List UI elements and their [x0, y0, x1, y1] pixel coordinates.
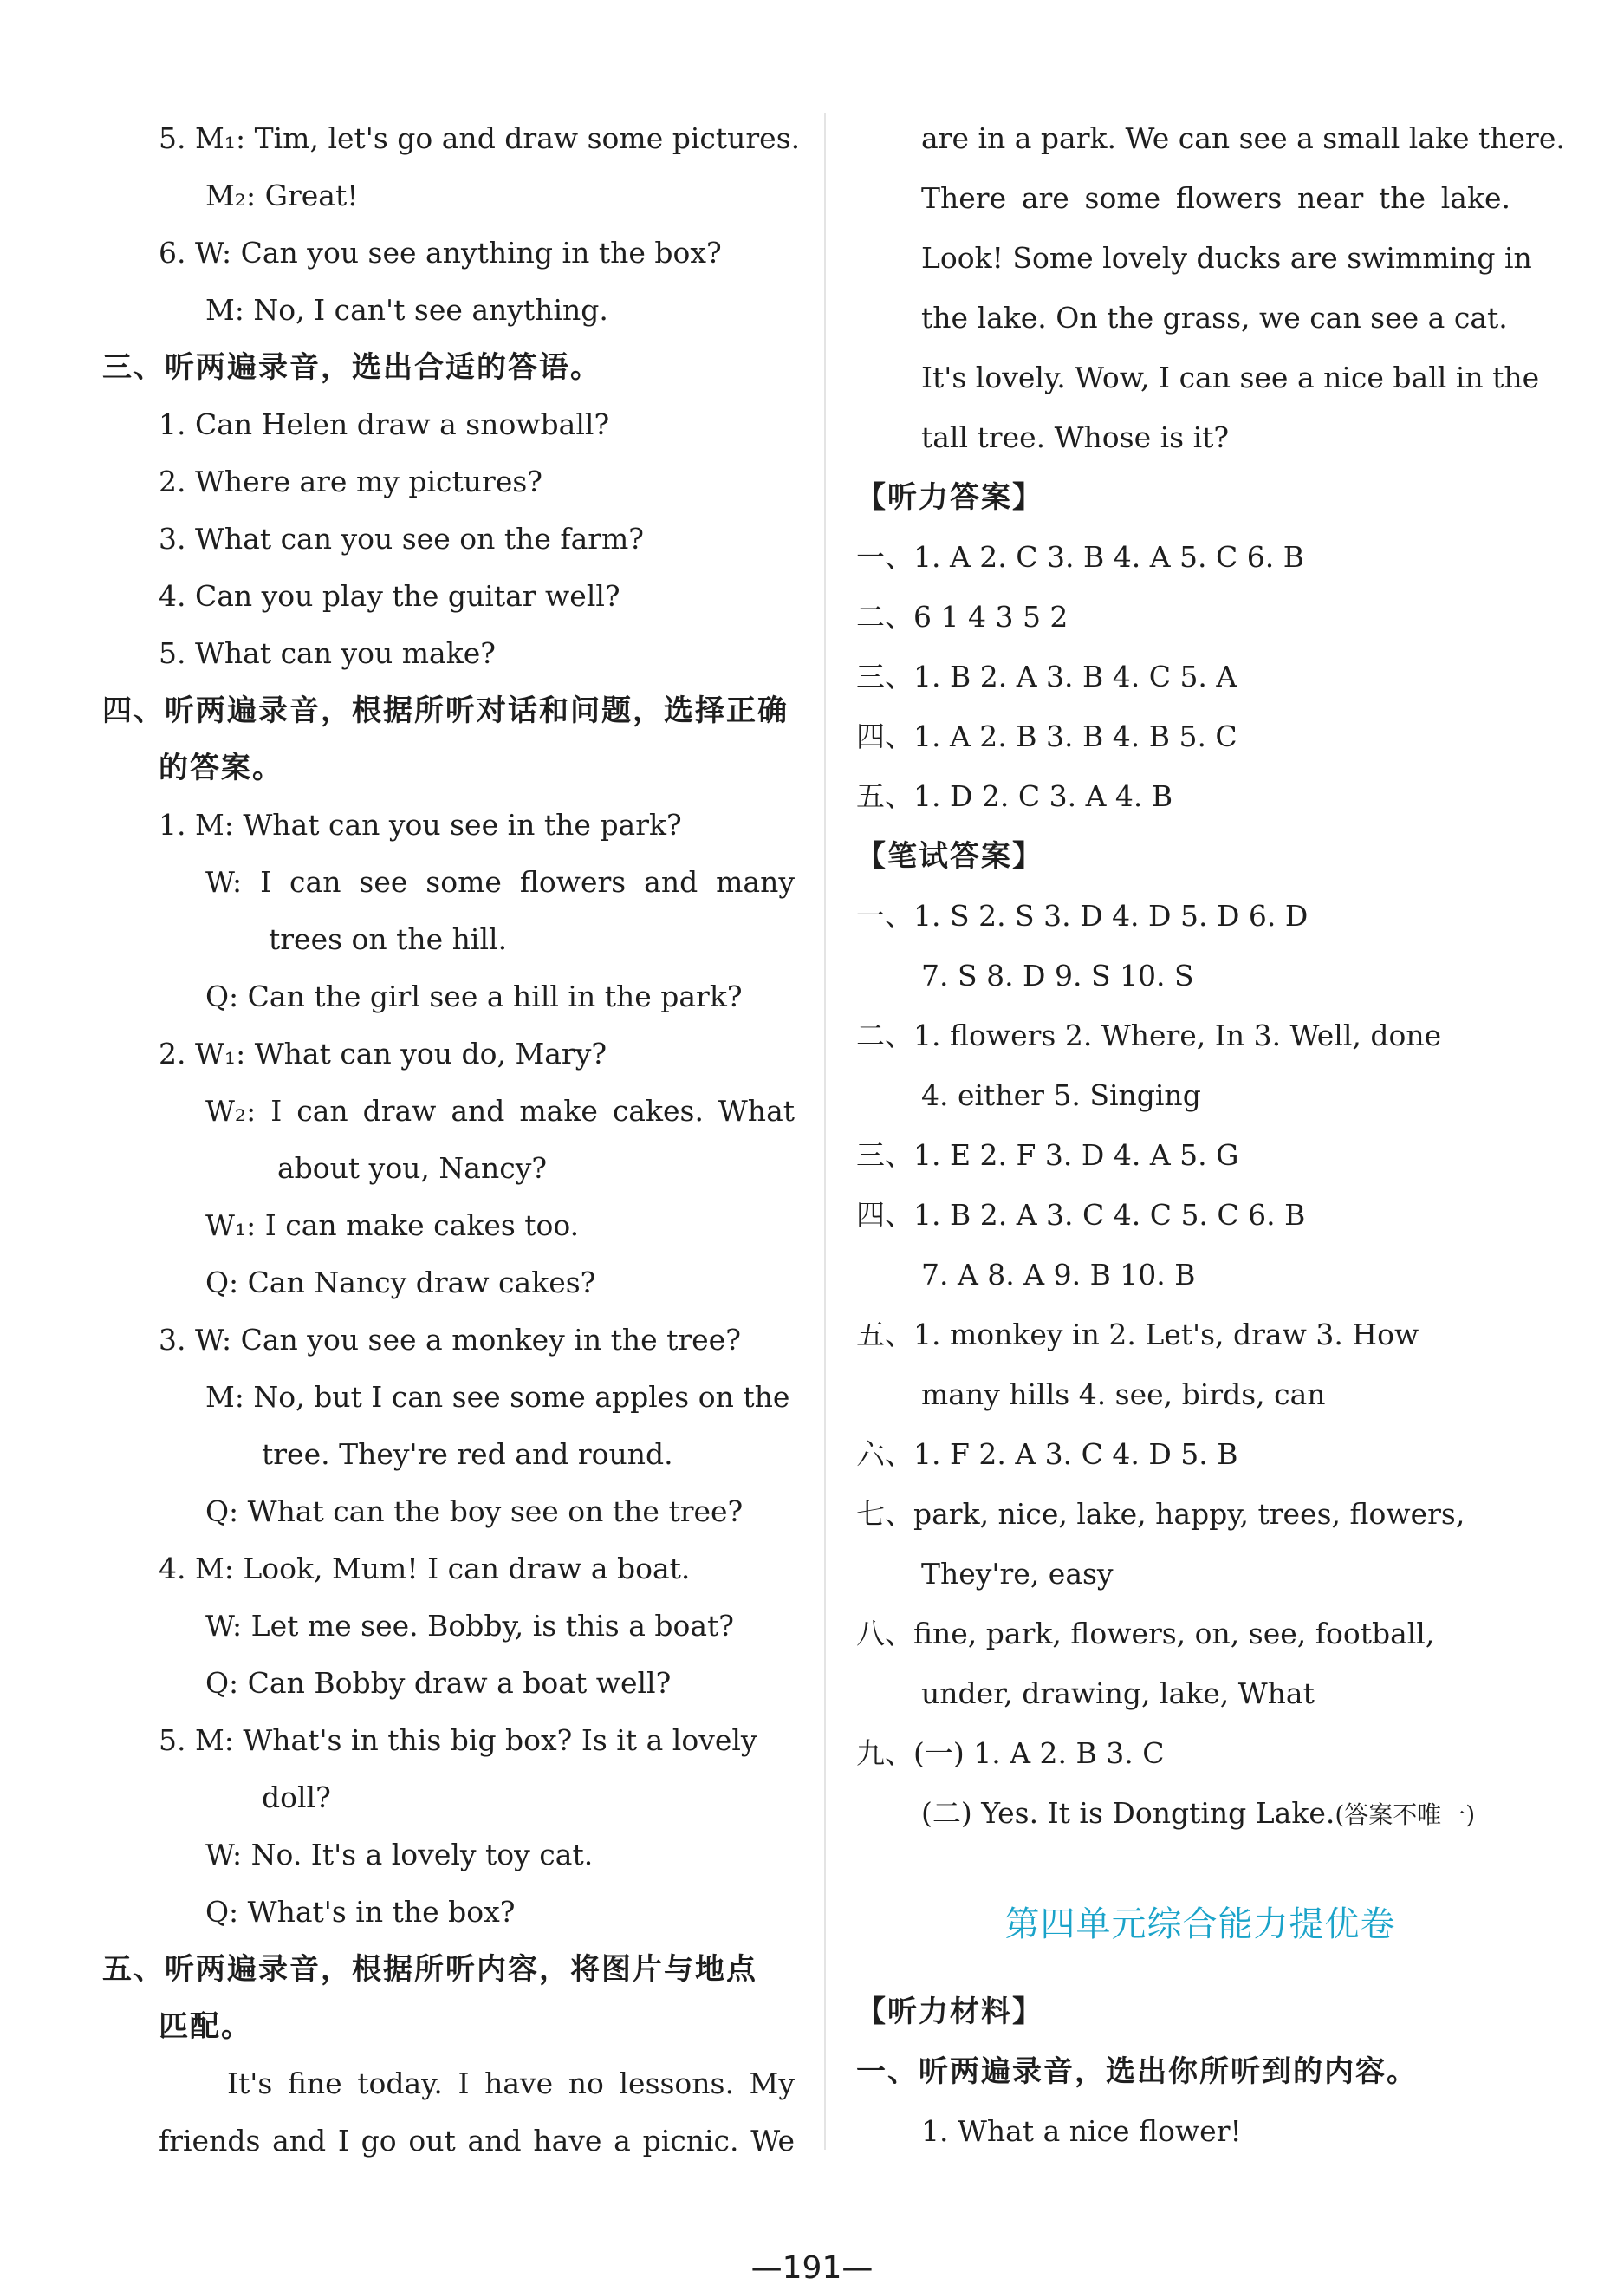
text-line: It's lovely. Wow, I can see a nice ball in the	[921, 361, 1540, 394]
answer-line: 一、1. A 2. C 3. B 4. A 5. C 6. B	[856, 540, 1304, 574]
text-line: Look! Some lovely ducks are swimming in	[921, 241, 1532, 275]
answer-line	[921, 1787, 1475, 1839]
answer-line: many hills 4. see, birds, can	[921, 1377, 1326, 1411]
answer-line: 五、1. D 2. C 3. A 4. B	[856, 779, 1173, 813]
text-line: W₁: I can make cakes too.	[205, 1208, 580, 1242]
text-line: Q: Can Nancy draw cakes?	[205, 1266, 596, 1299]
answer-line: 一、1. S 2. S 3. D 4. D 5. D 6. D	[856, 899, 1309, 933]
answer-line: 7. S 8. D 9. S 10. S	[921, 959, 1194, 993]
answer-line: 三、1. E 2. F 3. D 4. A 5. G	[856, 1138, 1239, 1172]
answer-line: 八、fine, park, flowers, on, see, football,	[856, 1617, 1435, 1650]
text-line: W₂: I can draw and make cakes. What	[205, 1094, 795, 1128]
text-line: 3. W: Can you see a monkey in the tree?	[159, 1323, 741, 1357]
answer-line: They're, easy	[921, 1557, 1114, 1591]
text-line: 1. Can Helen draw a snowball?	[159, 407, 610, 441]
text-line: M₂: Great!	[205, 179, 359, 212]
text-line: 4. Can you play the guitar well?	[159, 579, 620, 613]
text-line: W: No. It's a lovely toy cat.	[205, 1838, 594, 1871]
answer-line: 六、1. F 2. A 3. C 4. D 5. B	[856, 1437, 1238, 1471]
section-heading: 【笔试答案】	[856, 839, 1043, 874]
answer-line: 7. A 8. A 9. B 10. B	[921, 1258, 1196, 1292]
section-heading: 四、听两遍录音，根据所听对话和问题，选择正确	[102, 693, 789, 728]
text-line: Q: Can Bobby draw a boat well?	[205, 1666, 672, 1700]
column-divider	[824, 113, 826, 2150]
text-line: 3. What can you see on the farm?	[159, 522, 645, 556]
section-heading: 匹配。	[159, 2009, 252, 2044]
text-line: Q: What can the boy see on the tree?	[205, 1494, 744, 1528]
text-line: 1. What a nice flower!	[921, 2114, 1242, 2148]
text-line: 4. M: Look, Mum! I can draw a boat.	[159, 1552, 691, 1585]
text-line: friends and I go out and have a picnic. We	[159, 2124, 795, 2158]
section-heading: 【听力材料】	[856, 1995, 1043, 2029]
text-line: 2. Where are my pictures?	[159, 465, 542, 498]
text-line: about you, Nancy?	[277, 1151, 548, 1185]
answer-line: 九、(一) 1. A 2. B 3. C	[856, 1736, 1165, 1770]
text-line: doll?	[262, 1780, 331, 1814]
page-number: —191—	[750, 2250, 874, 2286]
answer-line: 五、1. monkey in 2. Let's, draw 3. How	[856, 1318, 1419, 1351]
text-line: Q: What's in the box?	[205, 1895, 516, 1929]
section-heading: 【听力答案】	[856, 480, 1043, 515]
answer-text: (二) Yes. It is Dongting Lake.	[921, 1796, 1335, 1830]
text-line: tree. They're red and round.	[262, 1437, 673, 1471]
answer-line: under, drawing, lake, What	[921, 1676, 1315, 1710]
answer-line: 二、6 1 4 3 5 2	[856, 600, 1069, 634]
text-line: the lake. On the grass, we can see a cat.	[921, 301, 1508, 335]
section-heading: 一、听两遍录音，选出你所听到的内容。	[856, 2054, 1418, 2089]
text-line: W: Let me see. Bobby, is this a boat?	[205, 1609, 735, 1643]
unit-title: 第四单元综合能力提优卷	[1004, 1904, 1396, 1944]
section-heading: 三、听两遍录音，选出合适的答语。	[102, 350, 601, 385]
text-line: 5. M₁: Tim, let's go and draw some pictures.	[159, 121, 801, 155]
text-line: 5. What can you make?	[159, 636, 496, 670]
text-line: M: No, but I can see some apples on the	[205, 1380, 790, 1414]
text-line: W: I can see some flowers and many	[205, 865, 795, 899]
text-line: M: No, I can't see anything.	[205, 293, 608, 327]
answer-line: 七、park, nice, lake, happy, trees, flowers,	[856, 1497, 1465, 1531]
text-line: tall tree. Whose is it?	[921, 420, 1230, 454]
answer-line: 三、1. B 2. A 3. B 4. C 5. A	[856, 660, 1237, 693]
text-line: are in a park. We can see a small lake there.	[921, 121, 1565, 155]
text-line: trees on the hill.	[269, 922, 508, 956]
text-line: 5. M: What's in this big box? Is it a lovely	[159, 1723, 757, 1757]
text-line: 6. W: Can you see anything in the box?	[159, 236, 722, 270]
text-line: 2. W₁: What can you do, Mary?	[159, 1037, 607, 1071]
answer-line: 4. either 5. Singing	[921, 1078, 1201, 1112]
answer-line: 二、1. flowers 2. Where, In 3. Well, done	[856, 1019, 1442, 1052]
answer-line: 四、1. B 2. A 3. C 4. C 5. C 6. B	[856, 1198, 1306, 1232]
answer-note: (答案不唯一)	[1335, 1800, 1476, 1829]
section-heading: 的答案。	[159, 751, 283, 785]
section-heading: 五、听两遍录音，根据所听内容，将图片与地点	[102, 1952, 757, 1987]
text-line: Q: Can the girl see a hill in the park?	[205, 980, 743, 1013]
text-line: It's fine today. I have no lessons. My	[227, 2066, 795, 2100]
text-line: 1. M: What can you see in the park?	[159, 808, 682, 842]
text-line: There are some flowers near the lake.	[921, 181, 1510, 215]
answer-line: 四、1. A 2. B 3. B 4. B 5. C	[856, 719, 1237, 753]
